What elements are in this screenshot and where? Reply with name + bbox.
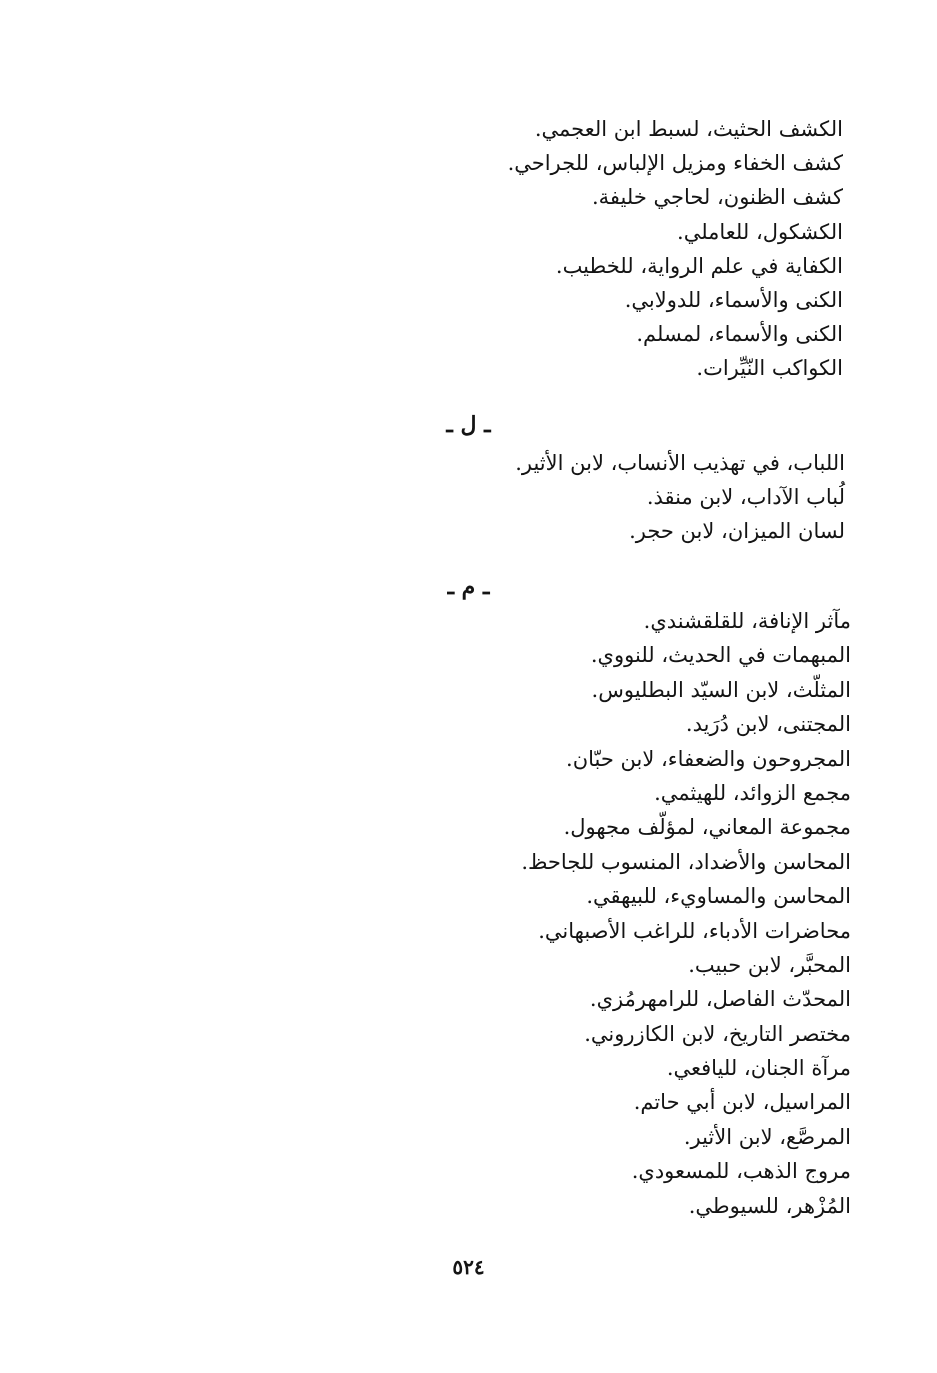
entry: لُباب الآداب، لابن منقذ.	[646, 485, 845, 509]
entry: المجروحون والضعفاء، لابن حبّان.	[566, 746, 851, 771]
entries-kaf	[508, 112, 843, 386]
entry: المرصَّع، لابن الأثير.	[683, 1124, 851, 1149]
entry: المجتنى، لابن دُرَيد.	[685, 712, 851, 737]
entry: محاضرات الأدباء، للراغب الأصبهاني.	[538, 918, 851, 943]
entry: مجموعة المعاني، لمؤلّف مجهول.	[563, 815, 851, 840]
entry: الكفاية في علم الرواية، للخطيب.	[555, 253, 843, 278]
entry: المحدّث الفاصل، للرامهرمُزي.	[589, 987, 851, 1012]
entry: كشف الخفاء ومزيل الإلباس، للجراحي.	[507, 151, 843, 176]
entry: الكشف الحثيث، لسبط ابن العجمي.	[534, 117, 843, 141]
page-number: ٥٢٤	[452, 1255, 485, 1279]
entry: مرآة الجنان، لليافعي.	[666, 1056, 851, 1081]
entry: الكنى والأسماء، لمسلم.	[636, 322, 843, 347]
entry: المحاسن والمساويء، للبيهقي.	[586, 884, 851, 909]
entry: مجمع الزوائد، للهيثمي.	[654, 780, 851, 805]
entry: مروج الذهب، للمسعودي.	[631, 1159, 851, 1184]
entry: المُزْهر، للسيوطي.	[688, 1193, 851, 1218]
entry: الكواكب النّيِّرات.	[696, 356, 843, 381]
entry: كشف الظنون، لحاجي خليفة.	[591, 185, 843, 210]
entry: الكنى والأسماء، للدولابي.	[624, 287, 843, 312]
entry: المبهمات في الحديث، للنووي.	[590, 643, 851, 668]
letter-heading-mim: ـ م ـ	[447, 574, 490, 600]
entry: اللباب، في تهذيب الأنساب، لابن الأثير.	[515, 451, 845, 475]
entry: مختصر التاريخ، لابن الكازروني.	[584, 1021, 851, 1046]
entry: مآثر الإنافة، للقلقشندي.	[643, 609, 851, 633]
entry: المحاسن والأضداد، المنسوب للجاحظ.	[521, 849, 851, 874]
entry: لسان الميزان، لابن حجر.	[629, 519, 845, 543]
entries-lam	[515, 446, 845, 548]
entry: المثلّث، لابن السيّد البطليوس.	[591, 677, 851, 702]
entry: الكشكول، للعاملي.	[677, 219, 843, 244]
entries-mim	[521, 604, 851, 1223]
entry: المحبَّر، لابن حبيب.	[688, 952, 851, 977]
entry: المراسيل، لابن أبي حاتم.	[633, 1090, 851, 1115]
letter-heading-lam: ـ ل ـ	[446, 412, 491, 438]
